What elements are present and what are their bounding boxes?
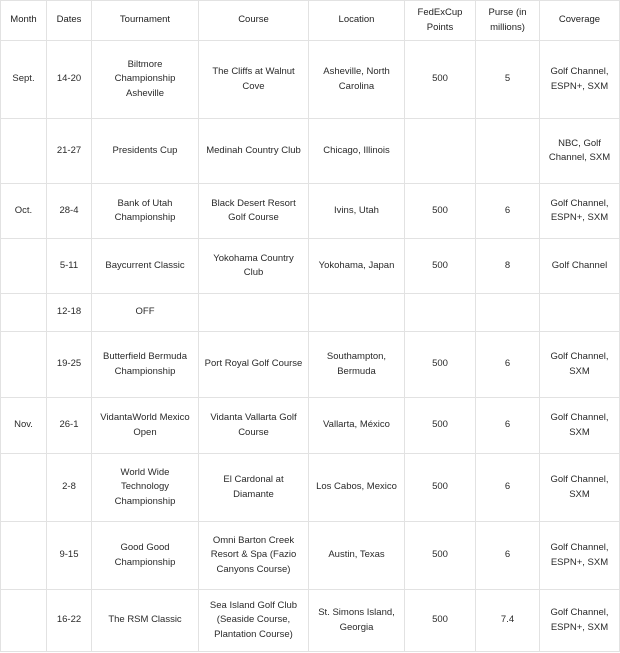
cell-points: 500	[405, 590, 476, 652]
table-row	[1, 294, 620, 332]
header-location: Location	[309, 1, 405, 41]
cell-points: 500	[405, 41, 476, 119]
cell-tournament: Biltmore Championship Asheville	[92, 41, 199, 119]
cell-course: Vidanta Vallarta Golf Course	[199, 398, 309, 454]
header-purse: Purse (in millions)	[476, 1, 540, 41]
cell-location: Chicago, Illinois	[309, 119, 405, 184]
cell-purse	[476, 119, 540, 184]
cell-month	[1, 239, 47, 294]
cell-purse	[476, 294, 540, 332]
cell-purse: 7.4	[476, 590, 540, 652]
cell-month: Sept.	[1, 41, 47, 119]
cell-location: Vallarta, México	[309, 398, 405, 454]
cell-coverage	[540, 294, 620, 332]
cell-purse: 6	[476, 332, 540, 398]
cell-location: Southampton, Bermuda	[309, 332, 405, 398]
cell-coverage: Golf Channel, ESPN+, SXM	[540, 41, 620, 119]
cell-dates: 9-15	[47, 522, 92, 590]
cell-purse: 5	[476, 41, 540, 119]
header-row	[1, 1, 620, 41]
cell-dates: 19-25	[47, 332, 92, 398]
cell-dates: 21-27	[47, 119, 92, 184]
cell-tournament: Bank of Utah Championship	[92, 184, 199, 239]
cell-location: Los Cabos, Mexico	[309, 454, 405, 522]
cell-points: 500	[405, 522, 476, 590]
cell-tournament: OFF	[92, 294, 199, 332]
cell-points: 500	[405, 184, 476, 239]
cell-location: Ivins, Utah	[309, 184, 405, 239]
table-row	[1, 522, 620, 590]
table-row	[1, 239, 620, 294]
cell-coverage: Golf Channel, SXM	[540, 332, 620, 398]
cell-tournament: Good Good Championship	[92, 522, 199, 590]
table-row	[1, 454, 620, 522]
cell-course: Sea Island Golf Club (Seaside Course, Plantation Course)	[199, 590, 309, 652]
cell-dates: 16-22	[47, 590, 92, 652]
header-course: Course	[199, 1, 309, 41]
cell-month	[1, 522, 47, 590]
cell-course: Yokohama Country Club	[199, 239, 309, 294]
cell-month	[1, 454, 47, 522]
cell-purse: 6	[476, 522, 540, 590]
cell-location: St. Simons Island, Georgia	[309, 590, 405, 652]
cell-coverage: Golf Channel, SXM	[540, 454, 620, 522]
cell-coverage: Golf Channel, ESPN+, SXM	[540, 184, 620, 239]
cell-course: Black Desert Resort Golf Course	[199, 184, 309, 239]
cell-tournament: Baycurrent Classic	[92, 239, 199, 294]
cell-dates: 12-18	[47, 294, 92, 332]
cell-coverage: Golf Channel, ESPN+, SXM	[540, 590, 620, 652]
cell-coverage: Golf Channel, ESPN+, SXM	[540, 522, 620, 590]
header-tournament: Tournament	[92, 1, 199, 41]
cell-dates: 28-4	[47, 184, 92, 239]
cell-location: Yokohama, Japan	[309, 239, 405, 294]
cell-course: Medinah Country Club	[199, 119, 309, 184]
table-row	[1, 184, 620, 239]
cell-tournament: Butterfield Bermuda Championship	[92, 332, 199, 398]
cell-month	[1, 294, 47, 332]
cell-purse: 6	[476, 398, 540, 454]
table-header	[1, 1, 620, 41]
cell-points: 500	[405, 454, 476, 522]
table-row	[1, 119, 620, 184]
cell-location	[309, 294, 405, 332]
cell-month	[1, 332, 47, 398]
cell-course	[199, 294, 309, 332]
table-row	[1, 590, 620, 652]
cell-dates: 26-1	[47, 398, 92, 454]
cell-month	[1, 590, 47, 652]
cell-dates: 2-8	[47, 454, 92, 522]
cell-purse: 6	[476, 454, 540, 522]
cell-points: 500	[405, 398, 476, 454]
cell-points: 500	[405, 332, 476, 398]
cell-tournament: VidantaWorld Mexico Open	[92, 398, 199, 454]
cell-location: Austin, Texas	[309, 522, 405, 590]
table-row	[1, 41, 620, 119]
cell-dates: 14-20	[47, 41, 92, 119]
cell-tournament: The RSM Classic	[92, 590, 199, 652]
cell-dates: 5-11	[47, 239, 92, 294]
cell-location: Asheville, North Carolina	[309, 41, 405, 119]
cell-coverage: NBC, Golf Channel, SXM	[540, 119, 620, 184]
cell-tournament: World Wide Technology Championship	[92, 454, 199, 522]
cell-tournament: Presidents Cup	[92, 119, 199, 184]
table-row	[1, 398, 620, 454]
table-row	[1, 332, 620, 398]
cell-purse: 6	[476, 184, 540, 239]
cell-coverage: Golf Channel	[540, 239, 620, 294]
table-body	[1, 41, 620, 652]
cell-coverage: Golf Channel, SXM	[540, 398, 620, 454]
cell-month: Oct.	[1, 184, 47, 239]
header-fedexcup-points: FedExCup Points	[405, 1, 476, 41]
cell-points	[405, 119, 476, 184]
cell-course: Omni Barton Creek Resort & Spa (Fazio Canyons Course)	[199, 522, 309, 590]
cell-course: The Cliffs at Walnut Cove	[199, 41, 309, 119]
cell-points	[405, 294, 476, 332]
cell-purse: 8	[476, 239, 540, 294]
cell-course: El Cardonal at Diamante	[199, 454, 309, 522]
header-dates: Dates	[47, 1, 92, 41]
cell-month	[1, 119, 47, 184]
cell-course: Port Royal Golf Course	[199, 332, 309, 398]
header-coverage: Coverage	[540, 1, 620, 41]
cell-points: 500	[405, 239, 476, 294]
header-month: Month	[1, 1, 47, 41]
cell-month: Nov.	[1, 398, 47, 454]
